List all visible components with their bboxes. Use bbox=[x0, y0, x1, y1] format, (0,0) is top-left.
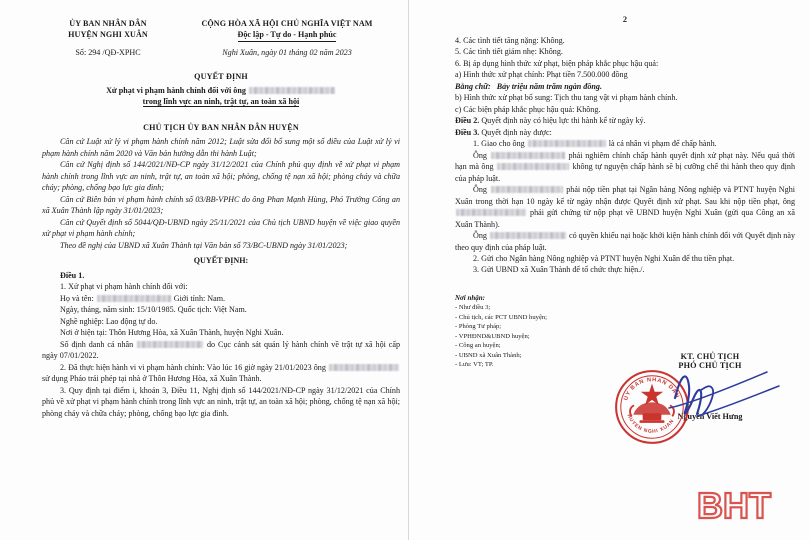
violation-description-prefix: 2. Đã thực hiện hành vi vi phạm hành chính: Vào lúc 16 giờ ngày 21/01/2023 ông bbox=[60, 362, 326, 372]
recipients-label: Nơi nhận: bbox=[455, 293, 486, 302]
aggravating-circumstances: 4. Các tình tiết tăng nặng: Không. bbox=[455, 35, 565, 45]
violator-occupation: Nghề nghiệp: Lao động tự do. bbox=[60, 316, 158, 326]
violator-dob: Ngày, tháng, năm sinh: 15/10/1985. Quốc tịch: Việt Nam. bbox=[60, 305, 247, 315]
id-label: Số định danh cá nhân bbox=[60, 339, 134, 349]
recipient-item: - Lưu: VT; TP. bbox=[455, 361, 494, 369]
assignment-prefix: 1. Giao cho ông bbox=[473, 139, 525, 149]
article-1-item-1: 1. Xử phạt vi phạm hành chính đối với: bbox=[60, 282, 188, 292]
document-page-1 bbox=[42, 0, 400, 419]
agency-name-line1: ỦY BAN NHÂN DÂN bbox=[69, 19, 147, 28]
signature-block bbox=[623, 352, 795, 435]
bht-watermark-text: BHT bbox=[697, 487, 771, 526]
article-3-item-2: 2. Gửi cho Ngân hàng Nông nghiệp và PTNT huyện Nghi Xuân để thu tiền phạt. bbox=[473, 253, 735, 263]
svg-text:UY BAN NHAN DAN: UY BAN NHAN DAN bbox=[623, 377, 681, 402]
legal-basis-list bbox=[42, 136, 400, 251]
signer-name: Nguyễn Viết Hưng bbox=[677, 412, 743, 421]
payment-prefix: Ông bbox=[473, 185, 487, 195]
payment-paragraph bbox=[455, 184, 795, 230]
issuing-authority: CHỦ TỊCH ỦY BAN NHÂN DÂN HUYỆN bbox=[143, 122, 299, 132]
document-number-row bbox=[42, 47, 400, 58]
article-3-item-3: 3. Gửi UBND xã Xuân Thành để tổ chức thực hiện./. bbox=[473, 265, 645, 275]
article-3-item-1 bbox=[455, 138, 795, 149]
redacted-name-payment-2 bbox=[456, 209, 526, 216]
article-2-text: Quyết định này có hiệu lực thi hành kể từ ngày ký. bbox=[481, 116, 646, 126]
issuing-agency-block bbox=[42, 18, 174, 41]
redacted-name-compliance-2 bbox=[497, 163, 569, 170]
recipient-item: - Công an huyện; bbox=[455, 342, 501, 350]
article-3-row bbox=[455, 127, 795, 138]
legal-basis-item: Theo đề nghị của UBND xã Xuân Thành tại Văn bản số 73/BC-UBND ngày 31/01/2023; bbox=[60, 240, 348, 250]
compliance-suffix: không tự nguyện chấp hành sẽ bị cưỡng chế thi hành theo quy định của pháp luật. bbox=[455, 162, 796, 183]
legal-basis-item: Căn cứ Biên bản vi phạm hành chính số 03/BB-VPHC do ông Phan Mạnh Hùng, Phó Trưởng Công an xã Xuân Thành lập ngày 31/01/2023; bbox=[42, 194, 400, 216]
compliance-paragraph bbox=[455, 150, 795, 184]
recipient-item: - Chủ tịch, các PCT UBND huyện; bbox=[455, 313, 547, 321]
redacted-name-compliance-1 bbox=[491, 152, 565, 159]
redacted-violator-name bbox=[97, 295, 171, 302]
document-header bbox=[42, 18, 400, 42]
article-2-row bbox=[455, 115, 795, 126]
article-2-label: Điều 2. bbox=[455, 116, 480, 126]
amount-in-words-label: Bằng chữ: bbox=[455, 81, 491, 91]
primary-penalty: a) Hình thức xử phạt chính: Phạt tiền 7.500.000 đồng bbox=[455, 70, 628, 80]
national-heading-block bbox=[174, 18, 400, 42]
national-motto: Độc lập - Tự do - Hạnh phúc bbox=[238, 29, 337, 41]
redacted-id-number bbox=[137, 341, 203, 348]
article-1-block bbox=[42, 270, 400, 419]
id-issuer-text: do Cục cảnh sát quản lý hành chính về trật tự xã hội cấp ngày 07/01/2022. bbox=[42, 339, 401, 361]
decision-subtitle-text: Xử phạt vi phạm hành chính đối với ông bbox=[106, 85, 246, 95]
appeal-prefix: Ông bbox=[473, 231, 487, 241]
recipient-item: - VPHĐND&UBND huyện; bbox=[455, 332, 530, 340]
violator-id-row bbox=[42, 339, 400, 362]
amount-in-words-value: Bảy triệu năm trăm ngàn đồng. bbox=[496, 81, 602, 91]
handwritten-signature bbox=[667, 364, 787, 429]
violator-name-row bbox=[42, 293, 400, 304]
recipient-item: - UBND xã Xuân Thành; bbox=[455, 351, 522, 359]
legal-basis-item: Căn cứ Luật xử lý vi phạm hành chính năm 2012; Luật sửa đổi bổ sung một số điều của Luật xử lý vi phạm hành chính năm 2020 và Văn bản hướng dẫn thi hành Luật; bbox=[42, 137, 400, 158]
article-3-text: Quyết định này được: bbox=[481, 127, 552, 137]
decision-subtitle-line1 bbox=[42, 85, 400, 96]
signer-title-line2: PHÓ CHỦ TỊCH bbox=[678, 361, 742, 370]
payment-suffix: phải gửi chứng từ nộp phạt về UBND huyện Nghi Xuân (gửi qua Công an xã Xuân Thành). bbox=[455, 208, 795, 229]
recipient-item: - Như điều 3; bbox=[455, 304, 491, 312]
page-gutter-divider bbox=[408, 0, 409, 540]
legal-basis-item: Căn cứ Quyết định số 5044/QĐ-UBND ngày 25/11/2021 của Chủ tịch UBND huyện về việc giao quyền xử phạt vi phạm hành chính; bbox=[42, 217, 400, 239]
article-1-label: Điều 1. bbox=[60, 270, 85, 280]
appeal-suffix: có quyền khiếu nại hoặc khởi kiện hành chính đối với Quyết định này theo quy định của pháp luật. bbox=[455, 231, 795, 252]
article-1-item-2 bbox=[42, 362, 400, 385]
gender-value: Giới tính: Nam. bbox=[173, 293, 226, 303]
mitigating-circumstances: 5. Các tình tiết giảm nhẹ: Không. bbox=[455, 47, 563, 57]
name-label: Họ và tên: bbox=[60, 293, 94, 303]
penalty-heading: 6. Bị áp dụng hình thức xử phạt, biện pháp khắc phục hậu quả: bbox=[455, 58, 659, 68]
appeal-paragraph bbox=[455, 230, 795, 253]
legal-basis-item: Căn cứ Nghị định số 144/2021/NĐ-CP ngày 31/12/2021 của Chính phủ quy định về xử phạt vi phạm hành chính trong lĩnh vực an ninh, trật tự, an toàn xã hội; phòng, chống tệ nạn xã hội; phòng cháy và chữa cháy; phòng, chống bạo lực gia đình; bbox=[42, 160, 400, 193]
compliance-prefix: Ông bbox=[473, 150, 487, 160]
redacted-name-violation bbox=[329, 364, 399, 371]
place-and-date: Nghi Xuân, ngày 01 tháng 02 năm 2023 bbox=[222, 47, 352, 57]
document-title-block bbox=[42, 71, 400, 107]
national-title: CỘNG HÒA XÃ HỘI CHỦ NGHĨA VIỆT NAM bbox=[201, 19, 373, 28]
decision-title: QUYẾT ĐỊNH bbox=[194, 72, 248, 82]
article-3-label: Điều 3. bbox=[455, 127, 480, 137]
article-1-item-3: 3. Quy định tại điểm i, khoản 3, Điều 11, Nghị định số 144/2021/NĐ-CP ngày 31/12/2021 của Chính phủ về xử phạt vi phạm hành chính trong lĩnh vực an ninh, trật tự, an toàn xã hội; phòng, chống tệ nạn xã hội; phòng cháy và chữa cháy; phòng, chống bạo lực gia đình. bbox=[42, 385, 400, 418]
additional-penalty: b) Hình thức xử phạt bổ sung: Tịch thu tang vật vi phạm hành chính. bbox=[455, 93, 678, 103]
payment-mid: phải nộp tiền phạt tại Ngân hàng Nông nghiệp và PTNT huyện Nghi Xuân trong thời hạn 10 ngày kể từ ngày nhận được Quyết định xử phạt. Sau khi nộp tiền phạt, ông bbox=[455, 185, 795, 206]
amount-in-words-row bbox=[455, 81, 795, 92]
violator-address: Nơi ở hiện tại: Thôn Hương Hòa, xã Xuân Thành, huyện Nghi Xuân. bbox=[60, 328, 284, 338]
assignment-suffix: là cá nhân vi phạm để chấp hành. bbox=[608, 139, 717, 149]
redacted-name-payment-1 bbox=[491, 186, 563, 193]
recipient-item: - Phòng Tư pháp; bbox=[455, 323, 502, 331]
national-motto-wrap bbox=[174, 29, 400, 41]
remedial-measures: c) Các biện pháp khắc phục hậu quả: Không. bbox=[455, 104, 601, 114]
redacted-name-appeal bbox=[490, 232, 566, 239]
agency-name-line2: HUYỆN NGHI XUÂN bbox=[68, 30, 148, 40]
decision-subtitle-line2 bbox=[42, 96, 400, 107]
svg-text:HUYEN NGHI XUAN: HUYEN NGHI XUAN bbox=[625, 413, 676, 435]
document-page-2 bbox=[455, 0, 795, 370]
redacted-name-title bbox=[249, 87, 335, 94]
violation-description-suffix: sử dụng Pháo trái phép tại nhà ở Thôn Hương Hòa, xã Xuân Thành. bbox=[42, 374, 262, 384]
bht-watermark-logo bbox=[697, 487, 783, 532]
compliance-mid: phải nghiêm chỉnh chấp hành quyết định xử phạt này. Nếu quá thời hạn mà ông bbox=[455, 150, 795, 172]
document-number: Số: 294 /QĐ-XPHC bbox=[75, 47, 141, 57]
decision-subtitle-underlined: trong lĩnh vực an ninh, trật tự, an toàn xã hội bbox=[142, 97, 300, 107]
signer-title-line1: KT. CHỦ TỊCH bbox=[680, 352, 740, 361]
redacted-name-assignment bbox=[528, 140, 606, 147]
decide-keyword: QUYẾT ĐỊNH: bbox=[193, 256, 249, 266]
page-number: 2 bbox=[622, 15, 628, 24]
